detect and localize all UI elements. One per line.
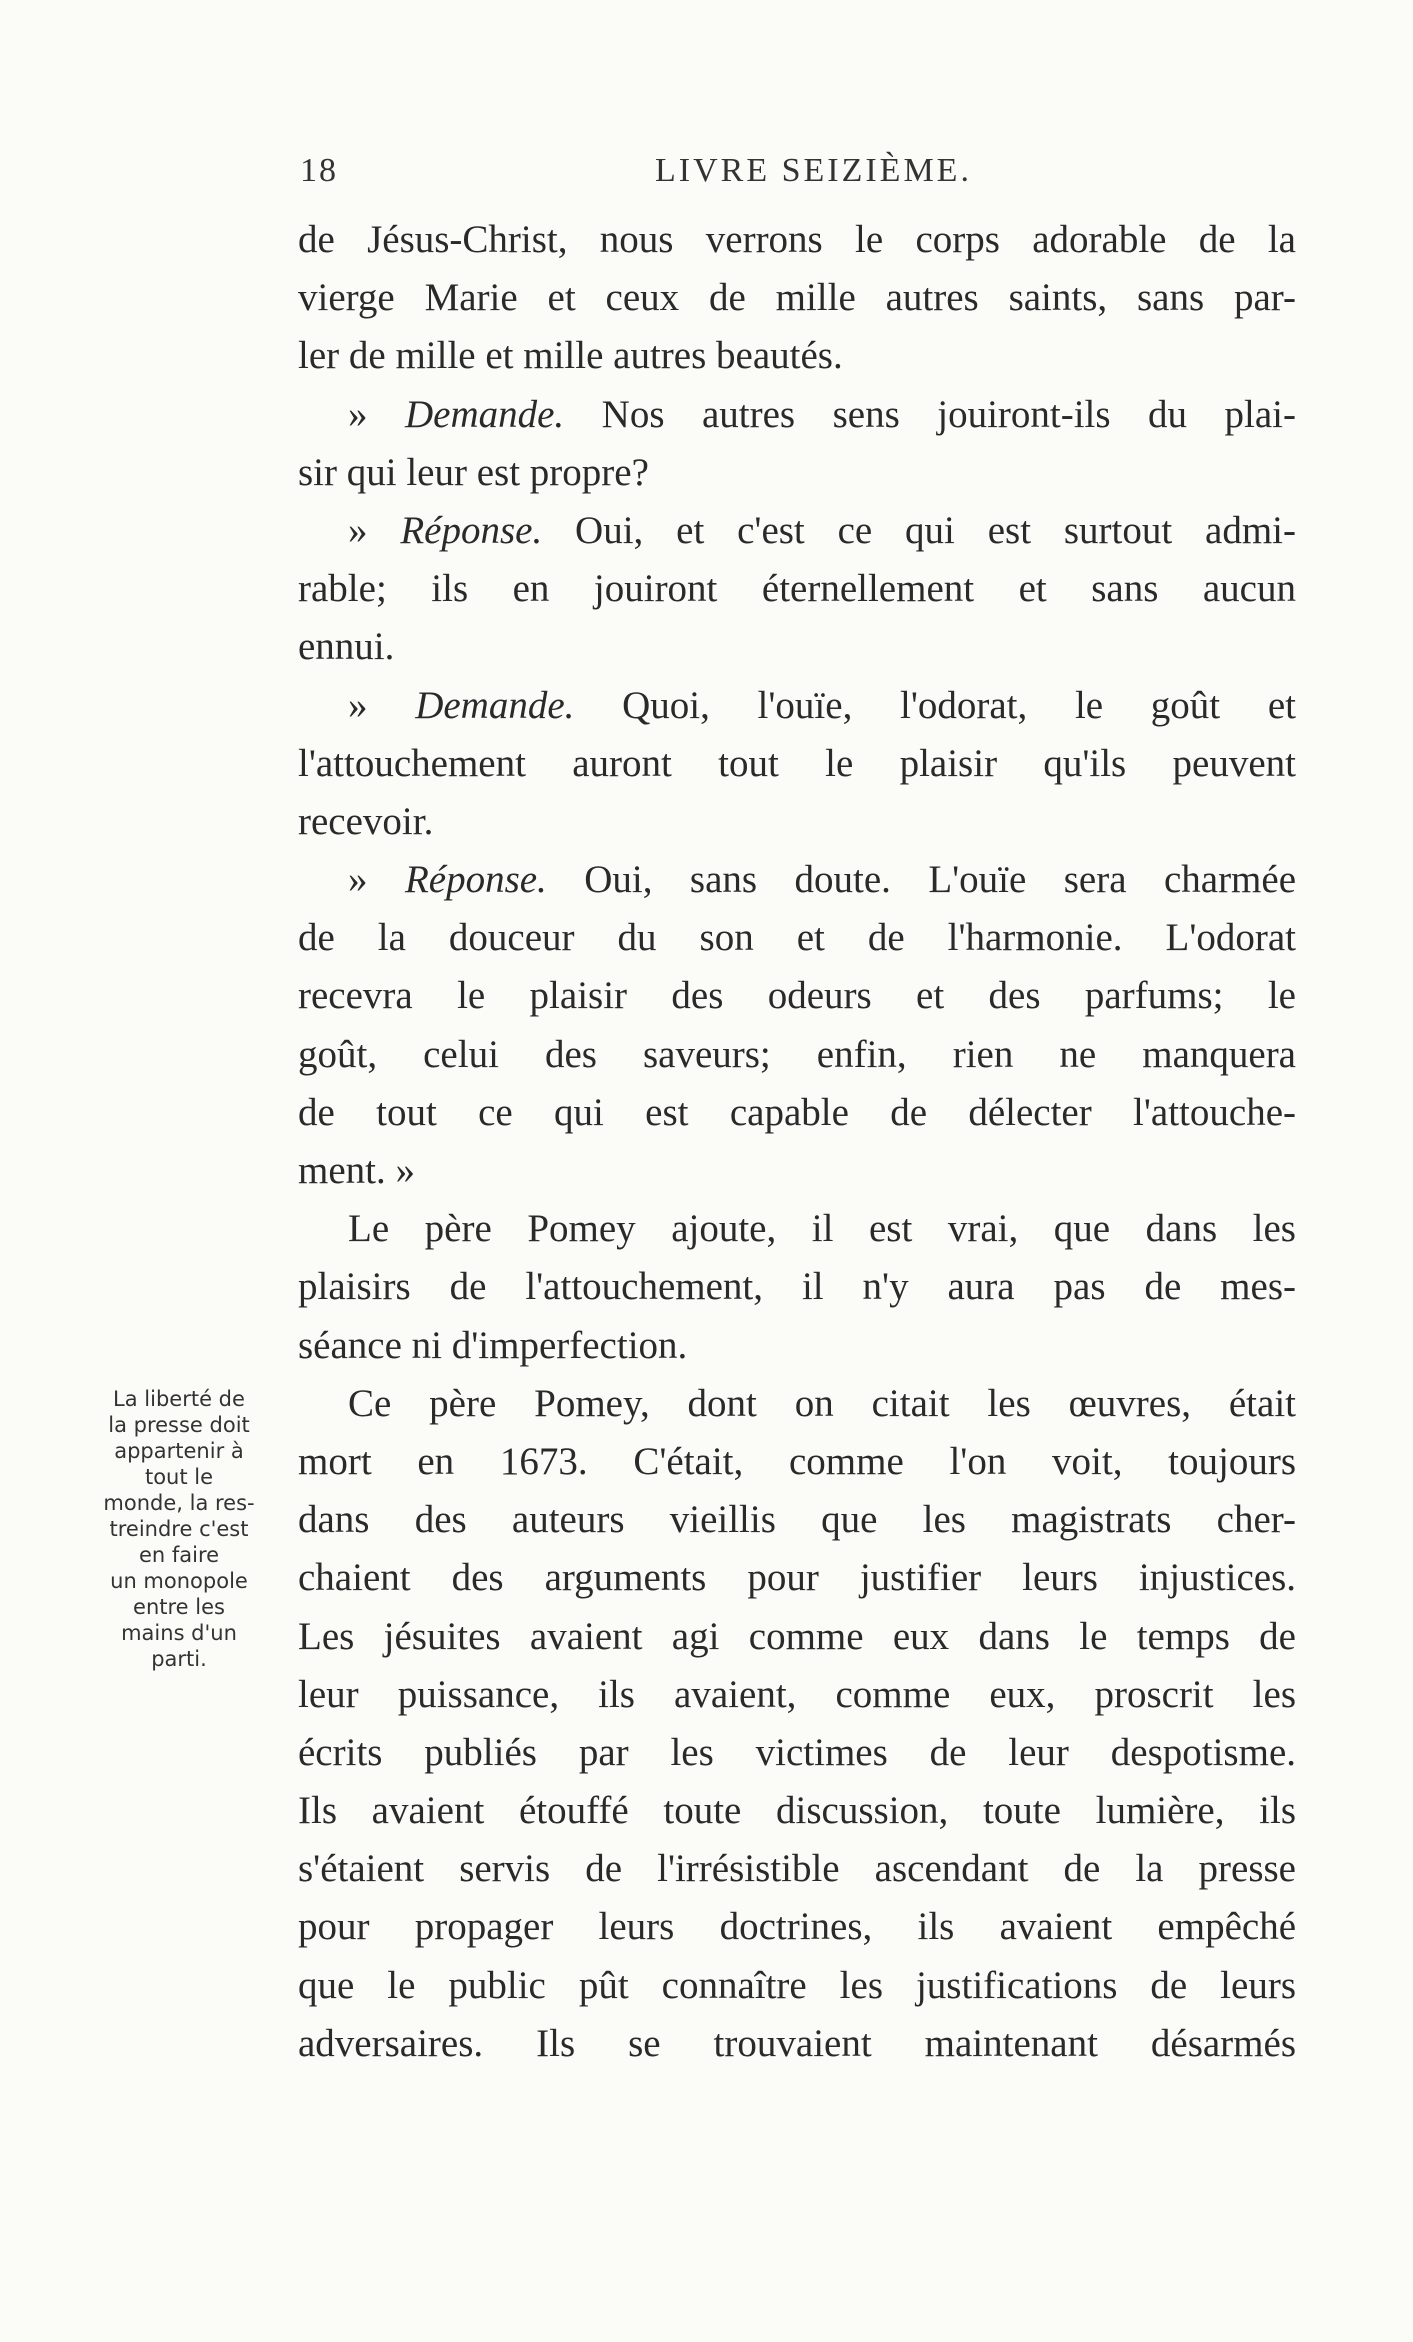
- margin-note-line: un monopole: [110, 1569, 248, 1593]
- page-number: 18: [300, 152, 338, 189]
- running-title: LIVRE SEIZIÈME.: [655, 152, 972, 189]
- margin-note-line: entre les: [133, 1595, 225, 1619]
- text-line: ler de mille et mille autres beautés.: [298, 334, 843, 378]
- text-line: » Réponse. Oui, et c'est ce qui est surtout admi-: [348, 508, 1297, 552]
- margin-note-line: mains d'un: [121, 1621, 237, 1645]
- dialogue-label: Demande.: [415, 683, 575, 727]
- text-line: séance ni d'imperfection.: [298, 1323, 688, 1367]
- text-line: écrits publiés par les victimes de leur despotisme.: [298, 1730, 1296, 1774]
- text-line: Ils avaient étouffé toute discussion, toute lumière, ils: [298, 1789, 1296, 1833]
- margin-note-line: la presse doit: [108, 1413, 250, 1437]
- text-line: s'étaient servis de l'irrésistible ascendant de la presse: [298, 1847, 1296, 1891]
- text-line: adversaires. Ils se trouvaient maintenant désarmés: [298, 2021, 1296, 2065]
- text-line: recevoir.: [298, 799, 434, 843]
- dialogue-label: Demande.: [404, 392, 565, 436]
- margin-note: [84, 1386, 274, 1672]
- body-text: [298, 211, 1296, 2073]
- margin-note-line: treindre c'est: [109, 1517, 249, 1541]
- text-line: » Demande. Quoi, l'ouïe, l'odorat, le goût et: [348, 683, 1296, 727]
- text-line: leur puissance, ils avaient, comme eux, proscrit les: [298, 1672, 1296, 1716]
- text-line: plaisirs de l'attouchement, il n'y aura pas de mes-: [298, 1265, 1296, 1309]
- page-header: [300, 152, 1300, 196]
- margin-note-line: La liberté de: [113, 1387, 245, 1411]
- margin-note-line: monde, la res-: [103, 1491, 255, 1515]
- text-line: goût, celui des saveurs; enfin, rien ne manquera: [298, 1032, 1296, 1076]
- text-line: sir qui leur est propre?: [298, 450, 649, 494]
- text-line: vierge Marie et ceux de mille autres saints, sans par-: [298, 276, 1296, 320]
- text-line: Ce père Pomey, dont on citait les œuvres, était: [348, 1381, 1296, 1425]
- text-line: de la douceur du son et de l'harmonie. L'odorat: [298, 916, 1296, 960]
- margin-note-line: en faire: [138, 1543, 220, 1567]
- margin-note-line: tout le: [144, 1465, 214, 1489]
- text-line: » Réponse. Oui, sans doute. L'ouïe sera charmée: [348, 858, 1297, 902]
- text-line: de Jésus-Christ, nous verrons le corps adorable de la: [298, 218, 1296, 261]
- dialogue-label: Réponse.: [404, 858, 547, 902]
- text-line: mort en 1673. C'était, comme l'on voit, toujours: [298, 1439, 1296, 1483]
- text-line: rable; ils en jouiront éternellement et sans aucun: [298, 567, 1296, 611]
- text-line: pour propager leurs doctrines, ils avaient empêché: [298, 1905, 1296, 1949]
- text-line: dans des auteurs vieillis que les magistrats cher-: [298, 1498, 1296, 1542]
- text-line: ennui.: [298, 625, 395, 669]
- dialogue-label: Réponse.: [400, 508, 543, 552]
- text-line: l'attouchement auront tout le plaisir qu'ils peuvent: [298, 741, 1296, 785]
- margin-note-line: parti.: [151, 1647, 207, 1671]
- text-line: de tout ce qui est capable de délecter l'attouche-: [298, 1090, 1296, 1134]
- text-line: Les jésuites avaient agi comme eux dans le temps de: [298, 1614, 1296, 1658]
- text-line: recevra le plaisir des odeurs et des parfums; le: [298, 974, 1296, 1018]
- text-line: Le père Pomey ajoute, il est vrai, que dans les: [348, 1207, 1296, 1251]
- margin-note-line: appartenir à: [114, 1439, 244, 1463]
- text-line: chaient des arguments pour justifier leurs injustices.: [298, 1556, 1296, 1600]
- text-line: » Demande. Nos autres sens jouiront-ils du plai-: [348, 392, 1296, 436]
- text-line: que le public pût connaître les justifications de leurs: [298, 1963, 1296, 2007]
- text-line: ment. »: [298, 1149, 415, 1192]
